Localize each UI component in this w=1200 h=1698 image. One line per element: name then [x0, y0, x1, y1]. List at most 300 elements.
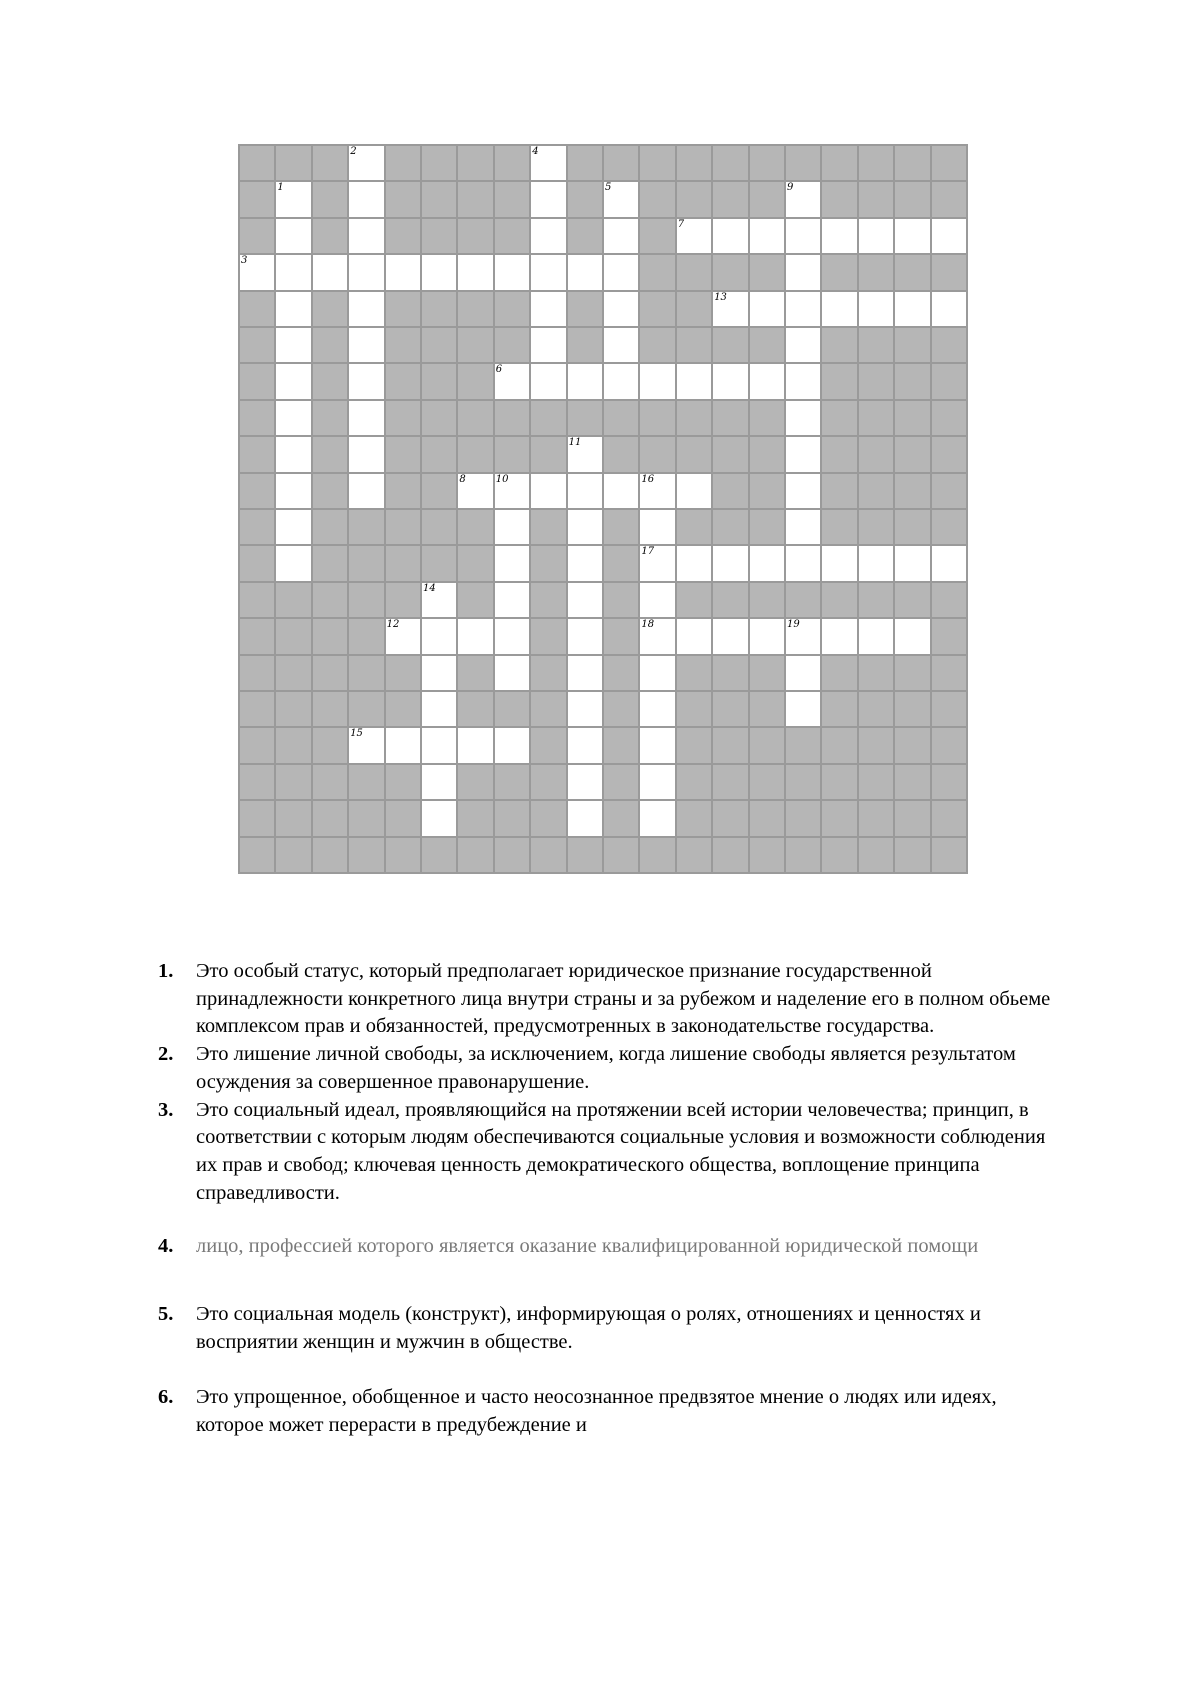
crossword-cell-shaded [932, 583, 966, 617]
crossword-cell-white[interactable] [495, 255, 529, 289]
crossword-cell-white[interactable] [859, 219, 893, 253]
crossword-cell-white[interactable] [604, 255, 638, 289]
clue-number-label: 12 [386, 619, 400, 631]
crossword-cell-shaded [276, 656, 310, 690]
crossword-cell-shaded [895, 401, 929, 435]
crossword-cell-white[interactable] [568, 801, 602, 835]
crossword-cell-white[interactable] [568, 765, 602, 799]
crossword-cell-white[interactable] [786, 619, 820, 653]
crossword-cell-shaded [422, 146, 456, 180]
crossword-cell-shaded [458, 182, 492, 216]
crossword-cell-shaded [640, 437, 674, 471]
crossword-cell-white[interactable] [349, 219, 383, 253]
crossword-cell-shaded [713, 692, 747, 726]
crossword-cell-shaded [313, 656, 347, 690]
crossword-cell-shaded [895, 728, 929, 762]
clue-number: 3. [158, 1098, 174, 1121]
crossword-cell-white[interactable] [349, 728, 383, 762]
crossword-cell-shaded [240, 364, 274, 398]
crossword-cell-shaded [422, 474, 456, 508]
crossword-cell-white[interactable] [677, 474, 711, 508]
clue-text: Это социальная модель (конструкт), информирующая о ролях, отношениях и ценностях и восприятии женщин и мужчин в обществе. [196, 1303, 981, 1353]
crossword-cell-white[interactable] [276, 437, 310, 471]
crossword-cell-white[interactable] [276, 328, 310, 362]
crossword-cell-white[interactable] [495, 474, 529, 508]
crossword-cell-shaded [895, 182, 929, 216]
crossword-cell-white[interactable] [713, 546, 747, 580]
crossword-cell-shaded [932, 364, 966, 398]
clue-number-label: 11 [568, 437, 582, 449]
crossword-cell-shaded [386, 765, 420, 799]
crossword-cell-white[interactable] [677, 364, 711, 398]
crossword-cell-white[interactable] [349, 328, 383, 362]
crossword-cell-shaded [386, 328, 420, 362]
crossword-cell-white[interactable] [568, 728, 602, 762]
clue-number-label: 10 [495, 473, 509, 485]
clue-item [158, 1384, 1058, 1439]
crossword-cell-white[interactable] [822, 219, 856, 253]
crossword-cell-white[interactable] [531, 255, 565, 289]
crossword-cell-white[interactable] [895, 619, 929, 653]
crossword-cell-white[interactable] [276, 255, 310, 289]
crossword-cell-white[interactable] [750, 219, 784, 253]
crossword-cell-shaded [750, 510, 784, 544]
crossword-cell-shaded [531, 656, 565, 690]
crossword-cell-shaded [313, 437, 347, 471]
crossword-cell-white[interactable] [422, 728, 456, 762]
crossword-cell-shaded [386, 364, 420, 398]
crossword-cell-white[interactable] [604, 364, 638, 398]
crossword-cell-shaded [458, 219, 492, 253]
crossword-cell-white[interactable] [422, 801, 456, 835]
crossword-cell-white[interactable] [822, 292, 856, 326]
crossword-cell-white[interactable] [531, 146, 565, 180]
crossword-cell-white[interactable] [822, 546, 856, 580]
crossword-cell-white[interactable] [276, 546, 310, 580]
crossword-cell-white[interactable] [568, 364, 602, 398]
crossword-cell-shaded [822, 255, 856, 289]
crossword-cell-shaded [750, 182, 784, 216]
crossword-cell-shaded [677, 510, 711, 544]
crossword-cell-shaded [386, 437, 420, 471]
crossword-cell-shaded [677, 401, 711, 435]
crossword-cell-white[interactable] [822, 619, 856, 653]
crossword-cell-white[interactable] [640, 801, 674, 835]
crossword-cell-shaded [313, 765, 347, 799]
crossword-cell-shaded [786, 146, 820, 180]
crossword-cell-shaded [458, 692, 492, 726]
crossword-cell-shaded [604, 401, 638, 435]
crossword-cell-white[interactable] [640, 619, 674, 653]
crossword-cell-shaded [531, 801, 565, 835]
crossword-cell-shaded [640, 255, 674, 289]
crossword-cell-shaded [932, 474, 966, 508]
crossword-cell-shaded [604, 692, 638, 726]
crossword-cell-shaded [568, 401, 602, 435]
crossword-cell-shaded [822, 182, 856, 216]
crossword-cell-white[interactable] [713, 292, 747, 326]
crossword-cell-shaded [859, 838, 893, 872]
crossword-cell-white[interactable] [349, 474, 383, 508]
crossword-cell-shaded [531, 401, 565, 435]
crossword-cell-shaded [822, 364, 856, 398]
crossword-cell-shaded [895, 510, 929, 544]
crossword-cell-shaded [932, 401, 966, 435]
crossword-cell-white[interactable] [276, 364, 310, 398]
crossword-cell-shaded [786, 583, 820, 617]
crossword-cell-white[interactable] [713, 219, 747, 253]
crossword-cell-shaded [859, 510, 893, 544]
crossword-cell-shaded [713, 182, 747, 216]
crossword-cell-white[interactable] [713, 364, 747, 398]
crossword-cell-white[interactable] [276, 292, 310, 326]
crossword-cell-shaded [495, 401, 529, 435]
crossword-cell-white[interactable] [531, 474, 565, 508]
clue-text: Это лишение личной свободы, за исключением, когда лишение свободы является результатом осуждения за совершенное правонарушение. [196, 1043, 1016, 1093]
crossword-cell-white[interactable] [495, 728, 529, 762]
crossword-cell-shaded [604, 437, 638, 471]
crossword-cell-shaded [859, 692, 893, 726]
crossword-cell-white[interactable] [750, 364, 784, 398]
crossword-cell-white[interactable] [568, 474, 602, 508]
crossword-cell-shaded [422, 328, 456, 362]
clue-text: Это социальный идеал, проявляющийся на протяжении всей истории человечества; принцип, в соответствии с которым людям обеспечиваются социальные условия и возможности соблюдения их прав и свобод; ключевая ценность демократического общества, воплощение принципа справедливости. [196, 1098, 1046, 1204]
crossword-cell-white[interactable] [458, 255, 492, 289]
crossword-cell-shaded [349, 838, 383, 872]
crossword-cell-white[interactable] [713, 619, 747, 653]
crossword-cell-white[interactable] [786, 292, 820, 326]
crossword-cell-white[interactable] [495, 364, 529, 398]
crossword-cell-white[interactable] [786, 474, 820, 508]
crossword-cell-white[interactable] [531, 328, 565, 362]
crossword-cell-shaded [713, 146, 747, 180]
crossword-cell-shaded [859, 765, 893, 799]
crossword-cell-shaded [531, 728, 565, 762]
crossword-cell-shaded [640, 219, 674, 253]
crossword-cell-white[interactable] [604, 182, 638, 216]
crossword-cell-white[interactable] [531, 292, 565, 326]
crossword-cell-shaded [822, 146, 856, 180]
crossword-cell-white[interactable] [750, 292, 784, 326]
crossword-cell-shaded [458, 510, 492, 544]
crossword-cell-white[interactable] [786, 437, 820, 471]
crossword-cell-shaded [458, 328, 492, 362]
crossword-cell-white[interactable] [422, 255, 456, 289]
crossword-cell-shaded [677, 328, 711, 362]
crossword-cell-shaded [822, 510, 856, 544]
crossword-cell-white[interactable] [640, 583, 674, 617]
crossword-cell-shaded [240, 510, 274, 544]
clue-number: 1. [158, 960, 174, 982]
crossword-cell-shaded [495, 328, 529, 362]
crossword-cell-shaded [677, 728, 711, 762]
crossword-cell-white[interactable] [786, 219, 820, 253]
crossword-cell-shaded [495, 801, 529, 835]
crossword-cell-white[interactable] [640, 728, 674, 762]
crossword-cell-shaded [750, 401, 784, 435]
crossword-cell-shaded [386, 146, 420, 180]
crossword-cell-white[interactable] [568, 583, 602, 617]
crossword-cell-white[interactable] [677, 619, 711, 653]
crossword-cell-white[interactable] [276, 510, 310, 544]
crossword-cell-white[interactable] [895, 219, 929, 253]
crossword-cell-shaded [932, 146, 966, 180]
crossword-cell-shaded [932, 437, 966, 471]
clue-item [158, 1301, 1058, 1356]
crossword-cell-white[interactable] [786, 328, 820, 362]
crossword-cell-shaded [458, 656, 492, 690]
crossword-cell-shaded [604, 656, 638, 690]
crossword-cell-white[interactable] [349, 146, 383, 180]
crossword-cell-shaded [313, 728, 347, 762]
crossword-cell-shaded [386, 583, 420, 617]
crossword-cell-shaded [932, 728, 966, 762]
crossword-cell-shaded [349, 692, 383, 726]
crossword-cell-shaded [932, 182, 966, 216]
crossword-cell-shaded [386, 510, 420, 544]
crossword-cell-white[interactable] [276, 182, 310, 216]
crossword-cell-shaded [531, 765, 565, 799]
crossword-cell-shaded [386, 546, 420, 580]
crossword-cell-white[interactable] [495, 546, 529, 580]
crossword-cell-shaded [531, 619, 565, 653]
crossword-cell-white[interactable] [640, 364, 674, 398]
crossword-cell-white[interactable] [895, 292, 929, 326]
crossword-cell-white[interactable] [458, 474, 492, 508]
crossword-cell-white[interactable] [276, 219, 310, 253]
crossword-cell-shaded [313, 401, 347, 435]
crossword-cell-white[interactable] [568, 437, 602, 471]
crossword-cell-white[interactable] [786, 656, 820, 690]
crossword-cell-shaded [240, 583, 274, 617]
crossword-cell-white[interactable] [932, 219, 966, 253]
crossword-cell-white[interactable] [422, 619, 456, 653]
crossword-cell-shaded [458, 401, 492, 435]
crossword-cell-white[interactable] [531, 219, 565, 253]
crossword-cell-white[interactable] [640, 510, 674, 544]
crossword-cell-white[interactable] [786, 364, 820, 398]
crossword-cell-shaded [895, 583, 929, 617]
crossword-cell-white[interactable] [932, 292, 966, 326]
clue-number-label: 7 [677, 218, 685, 230]
crossword-cell-shaded [859, 437, 893, 471]
crossword-cell-shaded [677, 583, 711, 617]
crossword-cell-shaded [859, 328, 893, 362]
crossword-cell-shaded [713, 437, 747, 471]
crossword-cell-white[interactable] [349, 182, 383, 216]
crossword-cell-shaded [822, 838, 856, 872]
crossword-cell-shaded [822, 765, 856, 799]
crossword-cell-shaded [895, 328, 929, 362]
crossword-cell-shaded [750, 328, 784, 362]
crossword-cell-white[interactable] [313, 255, 347, 289]
crossword-cell-white[interactable] [568, 619, 602, 653]
crossword-cell-white[interactable] [677, 219, 711, 253]
crossword-cell-white[interactable] [276, 401, 310, 435]
crossword-cell-shaded [604, 728, 638, 762]
crossword-cell-white[interactable] [640, 656, 674, 690]
crossword-cell-white[interactable] [604, 219, 638, 253]
crossword-cell-white[interactable] [568, 692, 602, 726]
crossword-cell-shaded [240, 219, 274, 253]
crossword-cell-shaded [895, 474, 929, 508]
crossword-cell-shaded [386, 292, 420, 326]
crossword-cell-white[interactable] [750, 546, 784, 580]
crossword-cell-shaded [750, 728, 784, 762]
crossword-cell-shaded [932, 328, 966, 362]
crossword-cell-white[interactable] [458, 619, 492, 653]
crossword-cell-shaded [859, 364, 893, 398]
crossword-cell-shaded [458, 146, 492, 180]
crossword-cell-white[interactable] [422, 765, 456, 799]
crossword-cell-shaded [822, 401, 856, 435]
clue-list [158, 958, 1058, 1440]
crossword-cell-shaded [313, 619, 347, 653]
crossword-cell-shaded [895, 146, 929, 180]
crossword-cell-white[interactable] [750, 619, 784, 653]
crossword-cell-shaded [604, 801, 638, 835]
crossword-cell-shaded [822, 583, 856, 617]
crossword-cell-white[interactable] [349, 292, 383, 326]
crossword-cell-white[interactable] [786, 546, 820, 580]
crossword-cell-white[interactable] [495, 656, 529, 690]
crossword-cell-white[interactable] [349, 255, 383, 289]
clue-text: Это особый статус, который предполагает юридическое признание государственной принадлежности конкретного лица внутри страны и за рубежом и наделение его в полном обьеме комплексом прав и обязанностей, предусмотренных в законодательстве государства. [196, 960, 1051, 1038]
crossword-cell-shaded [786, 728, 820, 762]
crossword-cell-shaded [895, 364, 929, 398]
crossword-cell-white[interactable] [386, 619, 420, 653]
crossword-cell-shaded [859, 656, 893, 690]
crossword-cell-white[interactable] [568, 510, 602, 544]
crossword-cell-shaded [750, 255, 784, 289]
crossword-cell-shaded [313, 182, 347, 216]
crossword-cell-white[interactable] [531, 364, 565, 398]
clue-number-label: 5 [605, 182, 612, 194]
crossword-cell-white[interactable] [495, 619, 529, 653]
crossword-cell-white[interactable] [640, 692, 674, 726]
crossword-cell-white[interactable] [276, 474, 310, 508]
crossword-cell-white[interactable] [568, 656, 602, 690]
crossword-cell-shaded [458, 364, 492, 398]
crossword-cell-shaded [713, 765, 747, 799]
crossword-cell-white[interactable] [495, 583, 529, 617]
crossword-cell-shaded [750, 692, 784, 726]
crossword-cell-white[interactable] [604, 474, 638, 508]
crossword-cell-white[interactable] [604, 328, 638, 362]
crossword-cell-white[interactable] [677, 546, 711, 580]
crossword-cell-white[interactable] [895, 546, 929, 580]
crossword-cell-white[interactable] [604, 292, 638, 326]
crossword-cell-white[interactable] [932, 546, 966, 580]
crossword-cell-white[interactable] [349, 437, 383, 471]
crossword-cell-white[interactable] [349, 364, 383, 398]
crossword-cell-shaded [313, 546, 347, 580]
crossword-cell-white[interactable] [240, 255, 274, 289]
clue-number-label: 4 [532, 146, 539, 157]
crossword-cell-shaded [495, 692, 529, 726]
crossword-cell-shaded [313, 292, 347, 326]
crossword-cell-white[interactable] [495, 510, 529, 544]
crossword-cell-white[interactable] [640, 474, 674, 508]
crossword-cell-shaded [458, 292, 492, 326]
crossword-cell-shaded [386, 656, 420, 690]
crossword-cell-shaded [932, 801, 966, 835]
crossword-cell-shaded [604, 146, 638, 180]
crossword-cell-white[interactable] [786, 401, 820, 435]
crossword-cell-white[interactable] [458, 728, 492, 762]
crossword-cell-shaded [422, 838, 456, 872]
crossword-cell-shaded [822, 328, 856, 362]
crossword-cell-shaded [240, 765, 274, 799]
crossword-cell-shaded [386, 401, 420, 435]
crossword-cell-white[interactable] [859, 619, 893, 653]
crossword-cell-shaded [604, 619, 638, 653]
crossword-cell-shaded [276, 728, 310, 762]
clue-number-label: 3 [241, 255, 248, 267]
crossword-cell-white[interactable] [531, 182, 565, 216]
crossword-cell-shaded [313, 510, 347, 544]
crossword-cell-shaded [822, 474, 856, 508]
crossword-cell-white[interactable] [568, 546, 602, 580]
crossword-cell-white[interactable] [859, 292, 893, 326]
crossword-cell-white[interactable] [386, 255, 420, 289]
crossword-cell-shaded [640, 182, 674, 216]
crossword-cell-shaded [458, 801, 492, 835]
crossword-cell-white[interactable] [422, 692, 456, 726]
crossword-cell-white[interactable] [786, 692, 820, 726]
crossword-cell-shaded [422, 437, 456, 471]
crossword-cell-white[interactable] [786, 510, 820, 544]
crossword-cell-shaded [240, 619, 274, 653]
crossword-cell-shaded [458, 546, 492, 580]
crossword-cell-shaded [750, 765, 784, 799]
crossword-cell-white[interactable] [422, 583, 456, 617]
crossword-cell-shaded [240, 328, 274, 362]
crossword-cell-white[interactable] [859, 546, 893, 580]
crossword-cell-shaded [386, 692, 420, 726]
clue-item [158, 1041, 1058, 1096]
crossword-grid [238, 144, 968, 874]
crossword-cell-white[interactable] [786, 255, 820, 289]
crossword-cell-white[interactable] [640, 765, 674, 799]
crossword-cell-white[interactable] [568, 255, 602, 289]
clue-number-label: 9 [787, 182, 794, 194]
crossword-cell-shaded [276, 801, 310, 835]
crossword-cell-shaded [859, 182, 893, 216]
clue-number-label: 8 [459, 473, 466, 485]
crossword-cell-shaded [276, 692, 310, 726]
crossword-cell-white[interactable] [640, 546, 674, 580]
crossword-cell-shaded [750, 146, 784, 180]
crossword-cell-shaded [859, 728, 893, 762]
crossword-cell-white[interactable] [422, 656, 456, 690]
crossword-cell-shaded [932, 765, 966, 799]
crossword-cell-white[interactable] [786, 182, 820, 216]
crossword-cell-shaded [349, 546, 383, 580]
crossword-cell-white[interactable] [386, 728, 420, 762]
crossword-cell-white[interactable] [349, 401, 383, 435]
crossword-cell-shaded [859, 801, 893, 835]
crossword-cell-shaded [677, 801, 711, 835]
crossword-cell-shaded [604, 546, 638, 580]
crossword-cell-shaded [422, 292, 456, 326]
crossword-cell-shaded [822, 437, 856, 471]
crossword-cell-shaded [677, 182, 711, 216]
clue-number-label: 19 [787, 619, 800, 631]
crossword-cell-shaded [349, 765, 383, 799]
clue-item [158, 958, 1058, 1041]
crossword-cell-shaded [458, 838, 492, 872]
